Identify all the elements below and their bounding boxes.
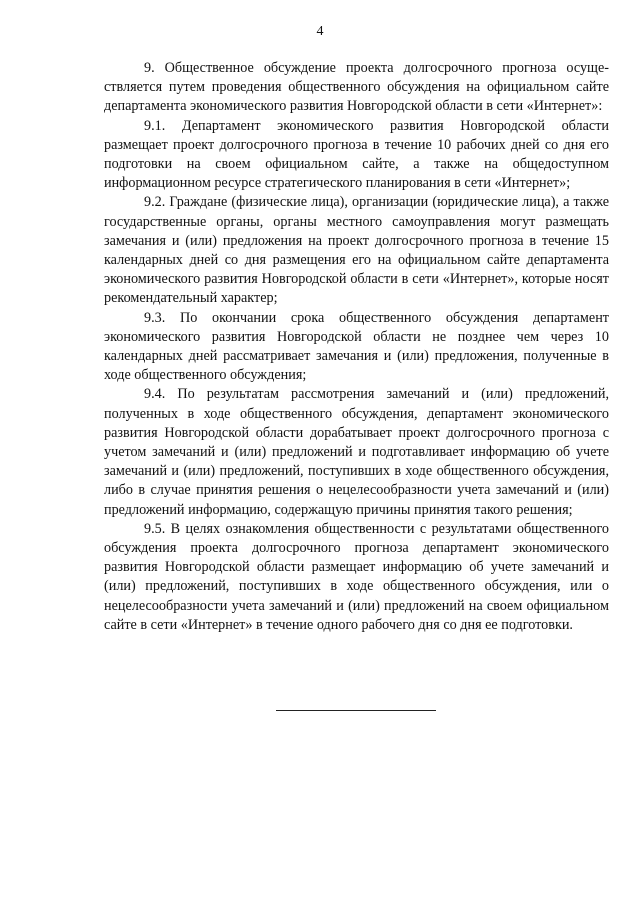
- closing-divider-line: [276, 710, 436, 711]
- page-number: 4: [316, 24, 324, 39]
- paragraph-9-3: 9.3. По окончании срока общественного обсуждения департамент экономического развития Новгородской области не позднее чем через 10 календарных дней рассматривает замечания и (или) предложения, полученные в ходе общественного обсуждения;: [104, 309, 609, 384]
- paragraph-9-4: 9.4. По результатам рассмотрения замечаний и (или) предложений, полученных в ходе общественного обсуждения, департамент экономического развития Новгородской области дорабатывает проект долгосрочного прогноза с учетом замечаний и (или) предложений и подготавливает информацию об учете замечаний и (или) предложений, поступивших в ходе общественного обсуждения, либо в случае принятия решения о нецелесообразности учета замечаний и (или) предложений информацию, содержащую причины принятия такого решения;: [104, 386, 609, 518]
- paragraph-9-5: 9.5. В целях ознакомления общественности с результатами общественного обсуждения проекта долгосрочного прогноза департамент экономического развития Новгородской области размещает информацию об учете замечаний и (или) предложений, поступивших в ходе общественного обсуждения, или о нецелесообразности учета замечаний и (или) предложений на своем официальном сайте в сети «Интернет» в течение одного рабочего дня со дня ее подготовки.: [104, 520, 609, 633]
- paragraph-9: 9. Общественное обсуждение проекта долгосрочного прогноза осуществляется путем проведения общественного обсуждения на официальном сайте департамента экономического развития Новгородской области в сети «Интернет»:: [104, 60, 609, 115]
- paragraph-9-1: 9.1. Департамент экономического развития Новгородской области размещает проект долгосрочного прогноза в течение 10 рабочих дней со дня его подготовки на своем официальном сайте, а также на общедоступном информационном ресурсе стратегического планирования в сети «Интернет»;: [104, 117, 609, 192]
- document-body: [104, 59, 609, 635]
- paragraph-9-2: 9.2. Граждане (физические лица), организации (юридические лица), а также государственные органы, органы местного самоуправления могут размещать замечания и (или) предложения на проект долгосрочного прогноза в течение 15 календарных дней со дня размещения его на официальном сайте департамента экономического развития Новгородской области в сети «Интернет», которые носят рекомендательный характер;: [104, 194, 609, 307]
